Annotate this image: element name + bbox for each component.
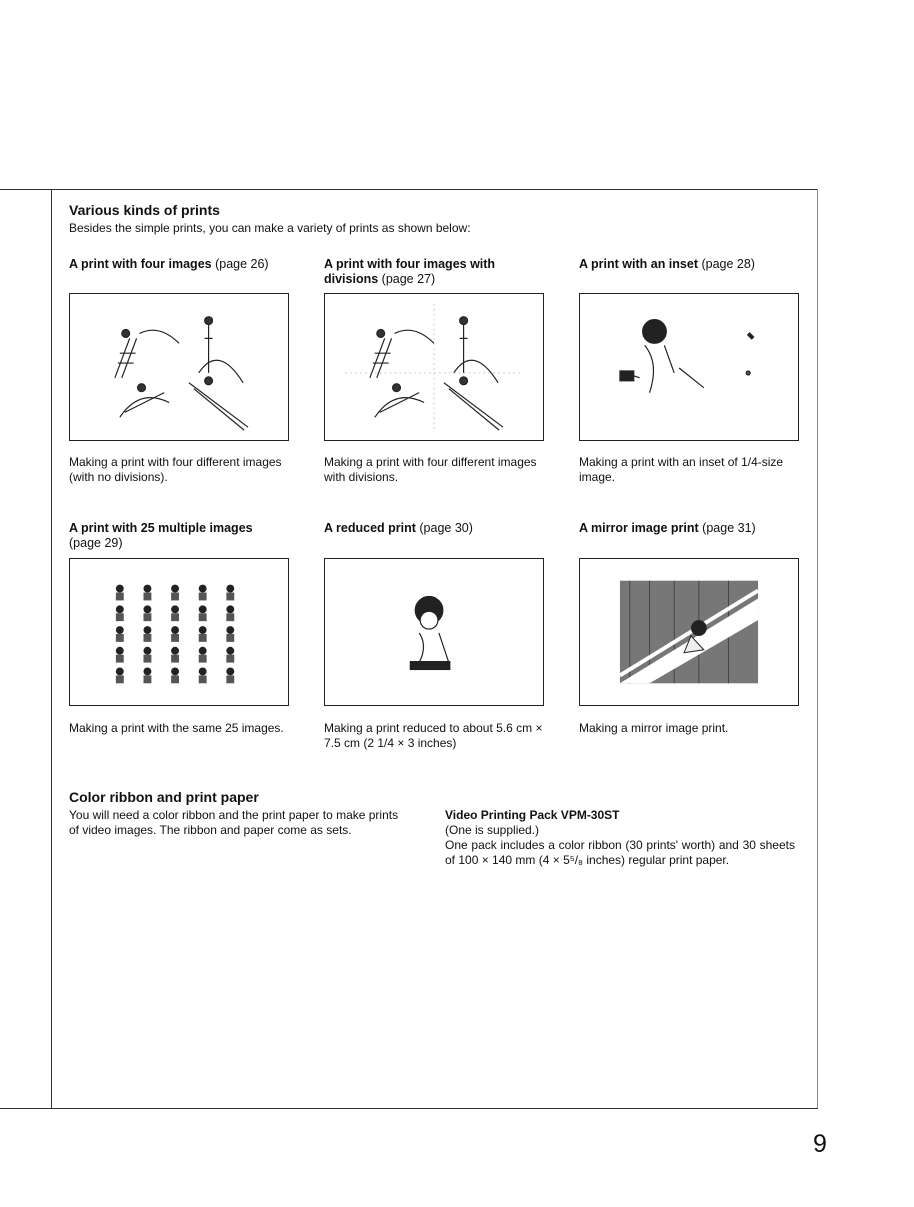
section2-title: Color ribbon and print paper xyxy=(69,789,259,805)
mini-figure xyxy=(171,585,179,601)
frame-right-rule xyxy=(817,189,818,1109)
mini-figure xyxy=(199,626,207,642)
mini-figure xyxy=(171,605,179,621)
page-number: 9 xyxy=(813,1130,827,1158)
mini-figure xyxy=(226,668,234,684)
mini-figure xyxy=(199,668,207,684)
mini-figure xyxy=(171,647,179,663)
print-heading-inset: A print with an inset (page 28) xyxy=(579,257,755,271)
mini-figure xyxy=(226,647,234,663)
section-color-ribbon xyxy=(69,789,809,867)
illustration-reduced xyxy=(324,558,544,706)
section2-body: You will need a color ribbon and the print paper to make prints of video images. The ribbon and paper come as sets. xyxy=(69,808,399,837)
illustration-four-images xyxy=(69,293,289,441)
print-heading-four-divisions: A print with four images with divisions (page 27) xyxy=(324,257,496,286)
mini-figure xyxy=(143,585,151,601)
frame-bottom-rule xyxy=(0,1108,818,1109)
caption-25-images: Making a print with the same 25 images. xyxy=(69,721,284,735)
section-title: Various kinds of prints xyxy=(69,202,220,218)
illustration-25-images xyxy=(69,558,289,706)
section-various-prints xyxy=(69,202,809,236)
mini-figure xyxy=(116,668,124,684)
mini-figure xyxy=(171,626,179,642)
print-heading-25-images: A print with 25 multiple images (page 29) xyxy=(69,521,253,550)
mini-figure xyxy=(116,626,124,642)
mini-figure xyxy=(226,626,234,642)
mini-figure xyxy=(143,626,151,642)
print-heading-mirror: A mirror image print (page 31) xyxy=(579,521,756,535)
pack-title: Video Printing Pack VPM-30ST xyxy=(445,808,620,822)
mini-figure xyxy=(199,585,207,601)
pack-note: (One is supplied.) xyxy=(445,823,540,837)
caption-reduced: Making a print reduced to about 5.6 cm × 7.5 cm (2 1/4 × 3 inches) xyxy=(324,721,543,750)
mini-figure xyxy=(116,605,124,621)
mini-figure xyxy=(226,605,234,621)
print-heading-reduced: A reduced print (page 30) xyxy=(324,521,473,535)
mini-figure xyxy=(143,668,151,684)
mini-figure xyxy=(171,668,179,684)
caption-four-images: Making a print with four different images (with no divisions). xyxy=(69,455,282,484)
illustration-four-divisions xyxy=(324,293,544,441)
frame-top-rule xyxy=(0,189,818,190)
video-printing-pack xyxy=(445,808,795,868)
mini-figure xyxy=(199,605,207,621)
mini-figure xyxy=(226,585,234,601)
mini-figure xyxy=(143,605,151,621)
caption-inset: Making a print with an inset of 1/4-size image. xyxy=(579,455,784,484)
illustration-mirror xyxy=(579,558,799,706)
frame-left-rule xyxy=(51,189,52,1109)
pack-description: One pack includes a color ribbon (30 prints' worth) and 30 sheets of 100 × 140 mm (4 × 5⁵/₈ inches) regular print paper. xyxy=(445,838,795,867)
mini-figure xyxy=(143,647,151,663)
mini-figure xyxy=(199,647,207,663)
mini-figure xyxy=(116,585,124,601)
mini-figure xyxy=(116,647,124,663)
print-heading-four-images: A print with four images (page 26) xyxy=(69,257,269,271)
section-intro: Besides the simple prints, you can make a variety of prints as shown below: xyxy=(69,221,471,235)
caption-four-divisions: Making a print with four different images with divisions. xyxy=(324,455,537,484)
caption-mirror: Making a mirror image print. xyxy=(579,721,729,735)
illustration-inset xyxy=(579,293,799,441)
